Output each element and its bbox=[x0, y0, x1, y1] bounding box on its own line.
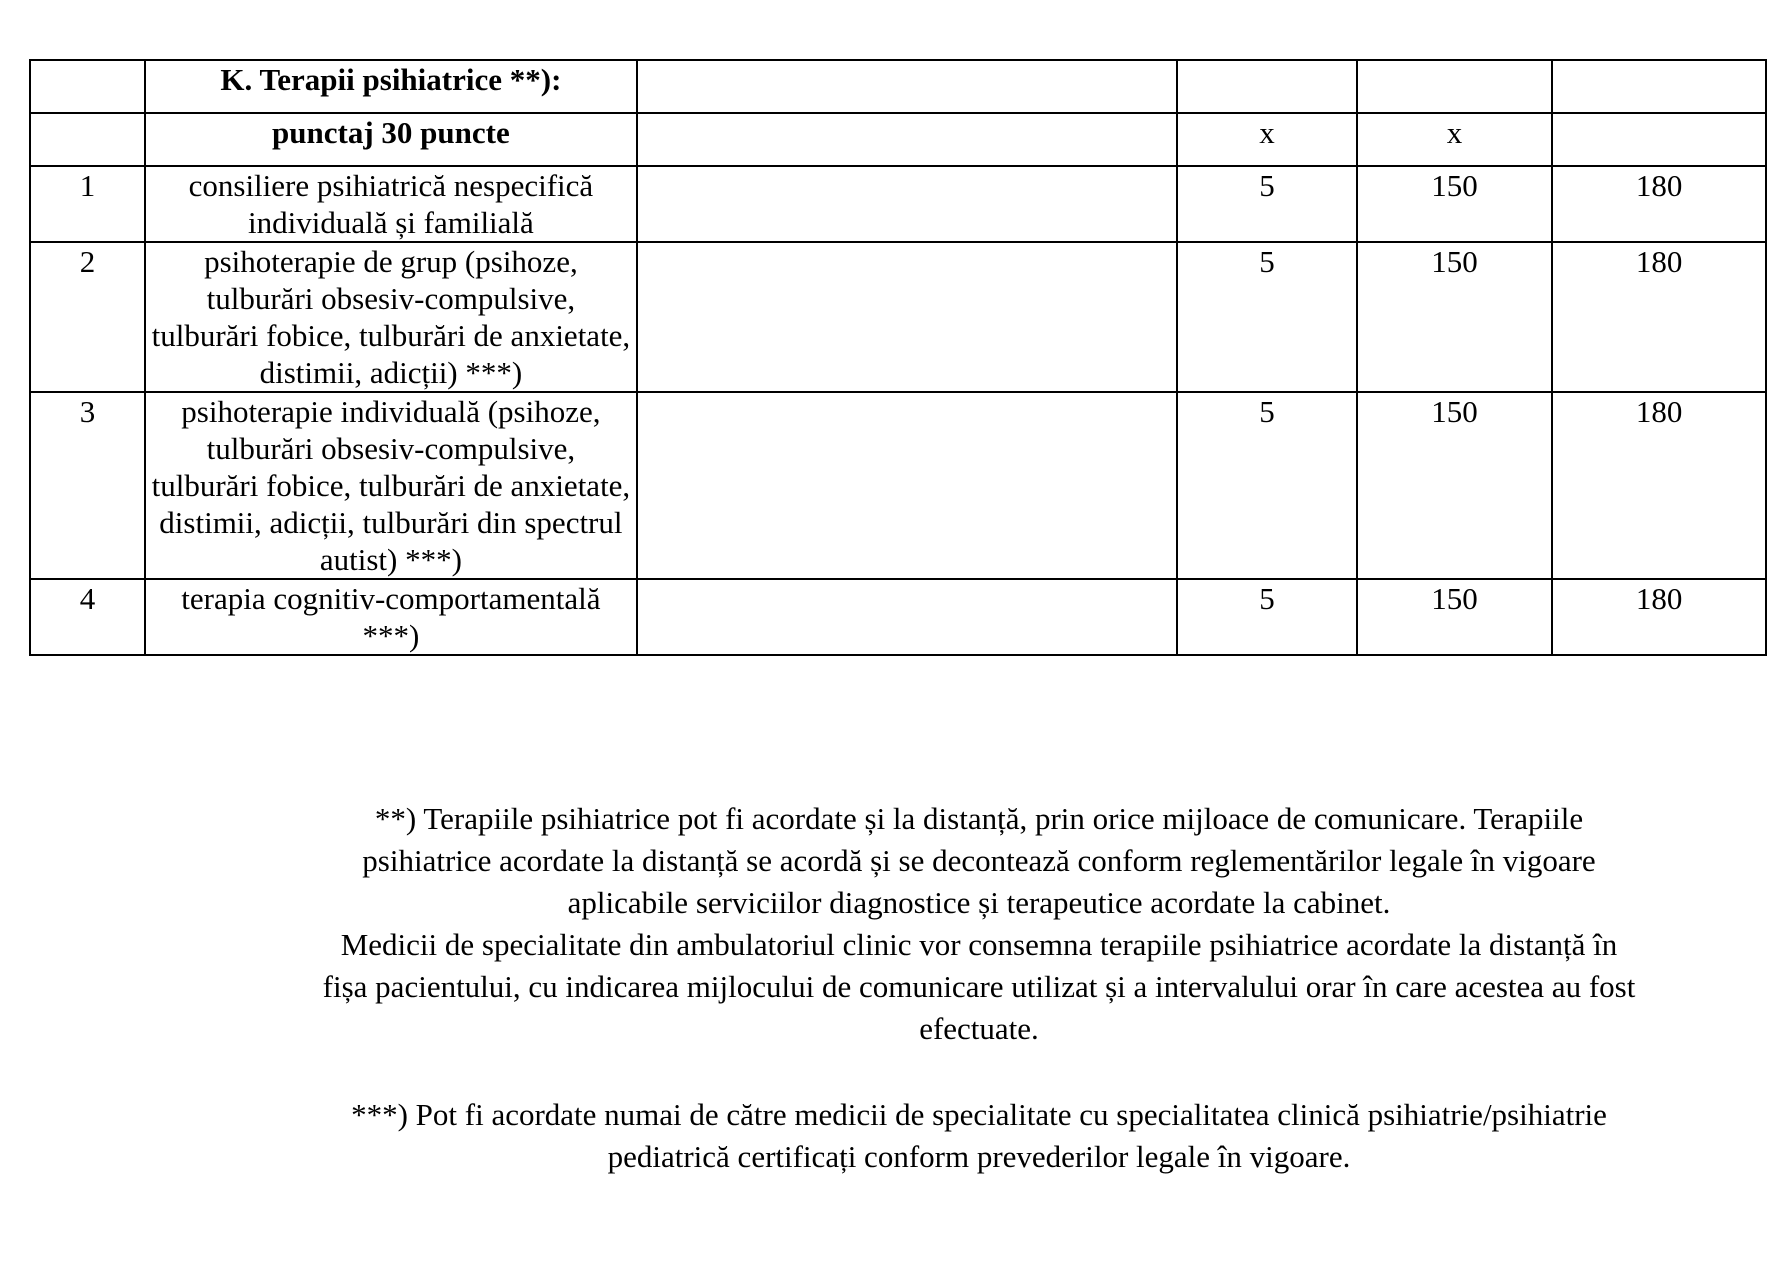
row-number: 2 bbox=[30, 242, 145, 392]
row-col4: 5 bbox=[1177, 242, 1356, 392]
table-row bbox=[30, 392, 1766, 579]
header-col4-cell: x bbox=[1177, 113, 1356, 166]
row-col3 bbox=[637, 242, 1177, 392]
row-col6: 180 bbox=[1552, 392, 1766, 579]
header-col5-cell bbox=[1357, 60, 1553, 113]
row-number: 3 bbox=[30, 392, 145, 579]
row-description: terapia cognitiv-comportamentală ***) bbox=[145, 579, 637, 655]
row-col3 bbox=[637, 166, 1177, 242]
row-col6: 180 bbox=[1552, 242, 1766, 392]
table-row bbox=[30, 579, 1766, 655]
header-number-cell bbox=[30, 113, 145, 166]
row-col4: 5 bbox=[1177, 579, 1356, 655]
header-number-cell bbox=[30, 60, 145, 113]
header-col4-cell bbox=[1177, 60, 1356, 113]
footnote-double-star-p2: Medicii de specialitate din ambulatoriul clinic vor consemna terapiile psihiatrice acordate la distanță în fișa pacientului, cu indicarea mijlocului de comunicare utilizat și a intervalului orar în care acestea au fost efectuate. bbox=[322, 927, 1636, 1046]
footnote-triple-star: ***) Pot fi acordate numai de către medicii de specialitate cu specialitatea clinică psihiatrie/psihiatrie pediatrică certificați conform prevederilor legale în vigoare. bbox=[351, 1097, 1607, 1174]
header-col5-cell: x bbox=[1357, 113, 1553, 166]
footnotes bbox=[320, 798, 1638, 1178]
table-row bbox=[30, 242, 1766, 392]
row-col6: 180 bbox=[1552, 579, 1766, 655]
table-header-row bbox=[30, 113, 1766, 166]
row-col5: 150 bbox=[1357, 242, 1553, 392]
header-col6-cell bbox=[1552, 60, 1766, 113]
row-col5: 150 bbox=[1357, 166, 1553, 242]
row-col3 bbox=[637, 392, 1177, 579]
therapy-table bbox=[29, 59, 1767, 656]
row-description: psihoterapie de grup (psihoze, tulburări obsesiv-compulsive, tulburări fobice, tulburări de anxietate, distimii, adicții) ***) bbox=[145, 242, 637, 392]
header-col3-cell bbox=[637, 60, 1177, 113]
header-col6-cell bbox=[1552, 113, 1766, 166]
footnote-double-star-p1: **) Terapiile psihiatrice pot fi acordate și la distanță, prin orice mijloace de comunicare. Terapiile psihiatrice acordate la distanță se acordă și se decontează conform reglementărilor legale în vigoare aplicabile serviciilor diagnostice și terapeutice acordate la cabinet. bbox=[362, 801, 1596, 920]
row-col3 bbox=[637, 579, 1177, 655]
row-number: 1 bbox=[30, 166, 145, 242]
paragraph-spacer bbox=[320, 1050, 1638, 1094]
header-col3-cell bbox=[637, 113, 1177, 166]
row-number: 4 bbox=[30, 579, 145, 655]
row-col5: 150 bbox=[1357, 579, 1553, 655]
row-col5: 150 bbox=[1357, 392, 1553, 579]
table-header-row bbox=[30, 60, 1766, 113]
row-description: consiliere psihiatrică nespecifică individuală și familială bbox=[145, 166, 637, 242]
section-title: K. Terapii psihiatrice **): bbox=[145, 60, 637, 113]
score-label: punctaj 30 puncte bbox=[145, 113, 637, 166]
table-row bbox=[30, 166, 1766, 242]
row-description: psihoterapie individuală (psihoze, tulburări obsesiv-compulsive, tulburări fobice, tulburări de anxietate, distimii, adicții, tulburări din spectrul autist) ***) bbox=[145, 392, 637, 579]
row-col4: 5 bbox=[1177, 392, 1356, 579]
row-col4: 5 bbox=[1177, 166, 1356, 242]
row-col6: 180 bbox=[1552, 166, 1766, 242]
